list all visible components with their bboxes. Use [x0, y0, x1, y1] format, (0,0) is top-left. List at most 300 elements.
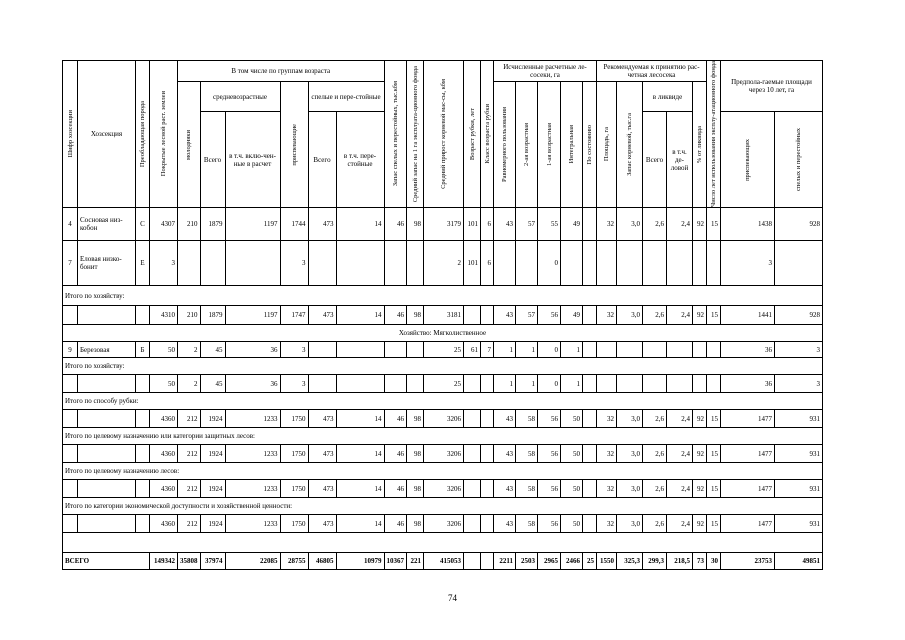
cell [481, 306, 494, 325]
cell: 3 [280, 241, 308, 286]
cell [617, 241, 643, 286]
cell [178, 241, 201, 286]
cell: 92 [693, 410, 707, 428]
header-pervyy-vozrastnoy: 1-ая возрастная [545, 123, 553, 166]
cell: 1233 [225, 515, 280, 533]
cell [643, 375, 667, 393]
cell: 1233 [225, 445, 280, 463]
cell: 1924 [200, 480, 225, 498]
cell: 2,6 [643, 445, 667, 463]
cell: 299,3 [643, 553, 667, 570]
cell: 1477 [721, 410, 775, 428]
cell: 3 [280, 342, 308, 358]
cell: 56 [538, 445, 561, 463]
cell [597, 342, 617, 358]
header-vtoroy-vozrastnoy: 2-ая возрастная [523, 123, 530, 166]
header-v-t-ch-delovoy: в т.ч. де-ловой [667, 112, 693, 208]
cell: 1441 [721, 306, 775, 325]
cell [481, 445, 494, 463]
cell: 50 [150, 375, 178, 393]
cell: 4360 [150, 515, 178, 533]
cell [336, 375, 384, 393]
table-row [63, 306, 823, 325]
cell: 1197 [225, 208, 280, 241]
cell [384, 241, 407, 286]
cell: 3206 [424, 410, 464, 428]
cell: 928 [775, 208, 823, 241]
cell: 1750 [280, 515, 308, 533]
header-chislo-let: Число лет использования эксплу-атационного фонда [710, 61, 717, 207]
cell: 2,4 [667, 306, 693, 325]
cell: 210 [178, 306, 201, 325]
header-srednevozrastnye: средневозрастные [200, 82, 280, 112]
cell: 7 [481, 342, 494, 358]
header-pct-ot-likvida: % от ликвида [696, 125, 703, 164]
header-molodnyaki: молодняки [185, 129, 193, 160]
cell: 2503 [516, 553, 538, 570]
cell: 58 [516, 480, 538, 498]
cell: 14 [336, 445, 384, 463]
cell: 15 [707, 306, 721, 325]
cell [693, 342, 707, 358]
header-v-likvide: в ликвиде [643, 82, 693, 112]
row-name: Сосновая низ-кобон [78, 208, 136, 241]
row-name: Березовая [78, 342, 136, 358]
cell: 221 [407, 553, 424, 570]
cell: 98 [407, 208, 424, 241]
table-row [63, 445, 823, 463]
cell [707, 375, 721, 393]
cell [667, 241, 693, 286]
cell [200, 241, 225, 286]
cell [308, 241, 336, 286]
cell: 15 [707, 480, 721, 498]
cell: 50 [150, 342, 178, 358]
itogo-label: Итого по целевому назначению или категории защитных лесов: [63, 428, 823, 445]
cell [481, 515, 494, 533]
cell [494, 241, 516, 286]
cell: 98 [407, 445, 424, 463]
cell [407, 342, 424, 358]
cell [707, 241, 721, 286]
cell: 473 [308, 306, 336, 325]
cell: 210 [178, 208, 201, 241]
cell: 92 [693, 306, 707, 325]
cell: 1879 [200, 306, 225, 325]
cell: 15 [707, 445, 721, 463]
cell: 2 [178, 342, 201, 358]
cell: 35808 [178, 553, 201, 570]
cell: 2466 [561, 553, 583, 570]
cell: 2,4 [667, 445, 693, 463]
cell: 98 [407, 306, 424, 325]
cell: 3179 [424, 208, 464, 241]
table-row [63, 208, 823, 241]
cell: 46 [384, 480, 407, 498]
cell: 46 [384, 410, 407, 428]
cell: 4360 [150, 410, 178, 428]
cell: 43 [494, 208, 516, 241]
cell: 6 [481, 241, 494, 286]
cell: 931 [775, 480, 823, 498]
cell: 2,6 [643, 515, 667, 533]
cell: 1 [561, 342, 583, 358]
cell: 4307 [150, 208, 178, 241]
cell: 50 [561, 480, 583, 498]
cell: 23753 [721, 553, 775, 570]
cell: 15 [707, 410, 721, 428]
cell: 14 [336, 208, 384, 241]
cell: 58 [516, 515, 538, 533]
cell [464, 553, 481, 570]
header-sredniy-prirost: Средний прирост корневой мас-сы, кбм [440, 79, 447, 189]
cell: 46805 [308, 553, 336, 570]
cell: 32 [597, 480, 617, 498]
total-row [63, 553, 823, 570]
cell [583, 445, 597, 463]
row-name: Еловая низко-бонит [78, 241, 136, 286]
cell: 58 [516, 410, 538, 428]
cell: 49851 [775, 553, 823, 570]
cell: 101 [464, 241, 481, 286]
cell: 10367 [384, 553, 407, 570]
header-v-tom-chisle: В том числе по группам возраста [178, 61, 385, 82]
header-vsego2: Всего [308, 112, 336, 208]
cell: 473 [308, 410, 336, 428]
cell: 473 [308, 480, 336, 498]
cell: 43 [494, 480, 516, 498]
cell: 32 [597, 445, 617, 463]
itogo-label: Итого по способу рубки: [63, 393, 823, 410]
section-label: Хозяйство: Мягколиственное [63, 325, 823, 342]
cell: 56 [538, 515, 561, 533]
cell [643, 342, 667, 358]
cell [617, 375, 643, 393]
forest-calculation-table [62, 60, 823, 570]
cell [464, 410, 481, 428]
cell: 14 [336, 306, 384, 325]
cell [336, 342, 384, 358]
itogo-label: Итого по хозяйству: [63, 286, 823, 306]
cell: 1879 [200, 208, 225, 241]
cell: 36 [721, 342, 775, 358]
cell [583, 480, 597, 498]
cell [561, 241, 583, 286]
cell: 2 [424, 241, 464, 286]
cell: 3181 [424, 306, 464, 325]
cell [308, 342, 336, 358]
cell: 2,6 [643, 480, 667, 498]
cell: 32 [597, 208, 617, 241]
cell: 218,5 [667, 553, 693, 570]
cell [225, 241, 280, 286]
cell: 25 [583, 553, 597, 570]
cell: 0 [538, 342, 561, 358]
cell [707, 342, 721, 358]
cell: 32 [597, 515, 617, 533]
cell: 49 [561, 208, 583, 241]
cell: 2,6 [643, 306, 667, 325]
cell: 92 [693, 208, 707, 241]
header-v-t-ch-vklyuch: в т.ч. вклю-чен-ные в расчет [225, 112, 280, 208]
itogo-label: Итого по целевому назначению лесов: [63, 463, 823, 480]
cell: 15 [707, 515, 721, 533]
cell: 2 [178, 375, 201, 393]
cell: 1550 [597, 553, 617, 570]
cell: 1924 [200, 445, 225, 463]
cell: 55 [538, 208, 561, 241]
cell: 1747 [280, 306, 308, 325]
cell: 212 [178, 480, 201, 498]
cell [407, 241, 424, 286]
cell: 101 [464, 208, 481, 241]
cell: 1 [516, 375, 538, 393]
cell: 4360 [150, 445, 178, 463]
cell [583, 515, 597, 533]
cell: 3,0 [617, 208, 643, 241]
cell: 56 [538, 306, 561, 325]
row-code: 9 [63, 342, 78, 358]
cell: 1 [516, 342, 538, 358]
cell [481, 410, 494, 428]
cell [464, 480, 481, 498]
cell: 46 [384, 445, 407, 463]
cell: 10979 [336, 553, 384, 570]
table-row [63, 241, 823, 286]
cell: 931 [775, 445, 823, 463]
cell [597, 241, 617, 286]
header-klass-vozrasta: Класс возраста рубки [483, 104, 491, 164]
cell: 32 [597, 306, 617, 325]
cell: 43 [494, 410, 516, 428]
cell: 46 [384, 306, 407, 325]
header-po-sostoyaniyu: По состоянию [586, 124, 593, 165]
cell: 4310 [150, 306, 178, 325]
cell: 22085 [225, 553, 280, 570]
cell: 1 [494, 375, 516, 393]
header-shifr: Шифр хозсекции [66, 110, 74, 158]
cell: 1924 [200, 410, 225, 428]
cell: 3 [721, 241, 775, 286]
table-row [63, 375, 823, 393]
cell: 1477 [721, 515, 775, 533]
table-row [63, 410, 823, 428]
cell: 43 [494, 515, 516, 533]
cell [667, 375, 693, 393]
cell: 36 [225, 342, 280, 358]
cell: 15 [707, 208, 721, 241]
cell [775, 241, 823, 286]
cell: 931 [775, 410, 823, 428]
itogo-label: Итого по категории экономической доступности и хозяйственной ценности: [63, 498, 823, 515]
cell: 1477 [721, 480, 775, 498]
cell: 36 [225, 375, 280, 393]
cell: 2,4 [667, 410, 693, 428]
cell: 30 [707, 553, 721, 570]
cell: 1233 [225, 410, 280, 428]
cell [464, 515, 481, 533]
cell: 61 [464, 342, 481, 358]
cell [583, 410, 597, 428]
cell: 0 [538, 241, 561, 286]
cell: 325,3 [617, 553, 643, 570]
header-ravnomernoe: Равномерного пользования [501, 107, 508, 182]
cell: 2,4 [667, 515, 693, 533]
page-number: 74 [448, 593, 457, 603]
cell: 3 [280, 375, 308, 393]
cell: 3,0 [617, 480, 643, 498]
cell: 45 [200, 342, 225, 358]
cell: 6 [481, 208, 494, 241]
cell [464, 445, 481, 463]
cell: 73 [693, 553, 707, 570]
cell: 3206 [424, 480, 464, 498]
cell [617, 342, 643, 358]
cell [336, 241, 384, 286]
cell: 3 [775, 342, 823, 358]
header-predpolagaemye: Предпола-гаемые площади через 10 лет, га [721, 61, 823, 112]
header-spelyh-i-perestoynyh: спелых и перестойных [795, 128, 802, 191]
cell: 92 [693, 480, 707, 498]
cell [407, 375, 424, 393]
row-poroda: Е [136, 241, 150, 286]
header-prispevayuschie: приспевающие [290, 123, 298, 166]
cell [464, 306, 481, 325]
header-ischislennye: Исчисленные расчетные ле-сосеки, га [494, 61, 597, 82]
cell: 1 [561, 375, 583, 393]
cell [597, 375, 617, 393]
cell [384, 375, 407, 393]
row-code: 4 [63, 208, 78, 241]
row-poroda: Б [136, 342, 150, 358]
cell: 473 [308, 208, 336, 241]
cell [693, 241, 707, 286]
cell: 1438 [721, 208, 775, 241]
cell: 1197 [225, 306, 280, 325]
cell: 931 [775, 515, 823, 533]
header-vsego3: Всего [643, 112, 667, 208]
cell: 2,4 [667, 208, 693, 241]
cell: 1750 [280, 445, 308, 463]
table-row [63, 480, 823, 498]
cell: 57 [516, 208, 538, 241]
cell: 2211 [494, 553, 516, 570]
cell: 2,6 [643, 410, 667, 428]
header-ploschad: Площадь, га [603, 127, 610, 162]
cell: 1 [494, 342, 516, 358]
cell [693, 375, 707, 393]
cell: 1744 [280, 208, 308, 241]
cell: 2965 [538, 553, 561, 570]
cell: 415053 [424, 553, 464, 570]
total-label: ВСЕГО [63, 553, 150, 570]
cell: 32 [597, 410, 617, 428]
cell: 36 [721, 375, 775, 393]
cell: 25 [424, 375, 464, 393]
cell: 92 [693, 515, 707, 533]
cell [464, 375, 481, 393]
cell: 98 [407, 515, 424, 533]
cell: 1750 [280, 480, 308, 498]
cell: 0 [538, 375, 561, 393]
cell: 98 [407, 410, 424, 428]
cell [643, 241, 667, 286]
cell: 43 [494, 445, 516, 463]
cell [583, 342, 597, 358]
header-pokrytye: Покрытые лесной раст. землеи [160, 91, 167, 177]
itogo-label: Итого по хозяйству: [63, 358, 823, 375]
cell [583, 306, 597, 325]
cell [516, 241, 538, 286]
cell: 58 [516, 445, 538, 463]
cell: 45 [200, 375, 225, 393]
cell [667, 342, 693, 358]
table-row [63, 515, 823, 533]
cell [481, 375, 494, 393]
cell: 25 [424, 342, 464, 358]
cell [583, 241, 597, 286]
cell: 50 [561, 410, 583, 428]
header-vozrast-rubki: Возраст рубки, лет [468, 107, 476, 161]
row-code: 7 [63, 241, 78, 286]
cell: 473 [308, 515, 336, 533]
cell: 2,4 [667, 480, 693, 498]
cell [481, 553, 494, 570]
cell: 3,0 [617, 306, 643, 325]
cell: 3206 [424, 445, 464, 463]
cell [481, 480, 494, 498]
cell: 14 [336, 480, 384, 498]
cell: 46 [384, 515, 407, 533]
cell: 212 [178, 410, 201, 428]
header-v-t-ch-perestoynye: в т.ч. пере-стойные [336, 112, 384, 208]
cell: 14 [336, 410, 384, 428]
cell: 46 [384, 208, 407, 241]
cell: 3,0 [617, 515, 643, 533]
cell: 92 [693, 445, 707, 463]
cell: 3,0 [617, 445, 643, 463]
header-zapas-kornevoy: Запас корневой, тыс.га [626, 113, 633, 176]
cell: 928 [775, 306, 823, 325]
header-prispevayuschih: приспевающих [744, 138, 751, 181]
cell [583, 375, 597, 393]
header-rekomenduemaya: Рекомендуемая к принятию рас-четная лесосека [597, 61, 707, 82]
cell: 3206 [424, 515, 464, 533]
cell: 14 [336, 515, 384, 533]
cell: 98 [407, 480, 424, 498]
header-hozsekciya: Хозсекция [78, 61, 136, 208]
cell [384, 342, 407, 358]
cell [308, 375, 336, 393]
cell: 473 [308, 445, 336, 463]
header-sredniy-zapas: Средний запас на 1 га эксплуата-ционного фонда [411, 65, 419, 203]
cell: 1477 [721, 445, 775, 463]
cell: 3 [775, 375, 823, 393]
cell: 43 [494, 306, 516, 325]
cell: 50 [561, 445, 583, 463]
header-poroda: Преобладающая порода [139, 100, 146, 168]
cell: 1924 [200, 515, 225, 533]
cell: 212 [178, 445, 201, 463]
cell: 57 [516, 306, 538, 325]
cell: 2,6 [643, 208, 667, 241]
table-row [63, 342, 823, 358]
cell: 1233 [225, 480, 280, 498]
cell: 50 [561, 515, 583, 533]
cell: 3,0 [617, 410, 643, 428]
cell: 37974 [200, 553, 225, 570]
cell: 56 [538, 480, 561, 498]
